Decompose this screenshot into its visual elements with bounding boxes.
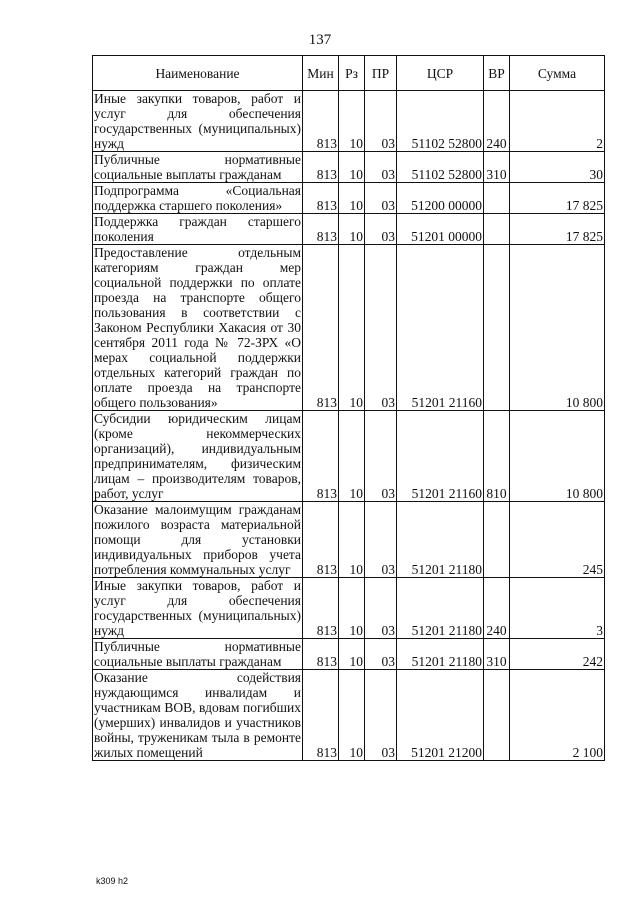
page-number: 137 xyxy=(308,32,332,48)
row-vr xyxy=(484,245,510,411)
row-min: 813 xyxy=(303,411,339,502)
row-pr: 03 xyxy=(365,214,397,245)
row-name: Иные закупки товаров, работ и услуг для обеспечения государственных (муниципальных) нужд xyxy=(94,578,301,638)
row-rz: 10 xyxy=(339,502,365,578)
table-row xyxy=(93,214,605,245)
table-header-row xyxy=(93,56,605,91)
row-vr xyxy=(484,183,510,214)
row-sum: 10 800 xyxy=(510,411,605,502)
row-name: Поддержка граждан старшего поколения xyxy=(94,214,301,244)
row-csr: 51201 21200 xyxy=(397,670,484,761)
row-min: 813 xyxy=(303,245,339,411)
header-csr: ЦСР xyxy=(397,56,484,91)
budget-table xyxy=(92,55,605,761)
header-name: Наименование xyxy=(93,56,303,91)
row-pr: 03 xyxy=(365,152,397,183)
row-vr xyxy=(484,502,510,578)
row-pr: 03 xyxy=(365,411,397,502)
row-name: Субсидии юридическим лицам (кроме некоммерческих организаций), индивидуальным предпринимателям, физическим лицам – производителям товаров, работ, услуг xyxy=(94,411,301,501)
row-pr: 03 xyxy=(365,639,397,670)
row-sum: 2 xyxy=(510,91,605,152)
row-rz: 10 xyxy=(339,152,365,183)
row-rz: 10 xyxy=(339,411,365,502)
row-min: 813 xyxy=(303,91,339,152)
row-sum: 242 xyxy=(510,639,605,670)
row-pr: 03 xyxy=(365,245,397,411)
row-vr: 310 xyxy=(484,152,510,183)
row-rz: 10 xyxy=(339,214,365,245)
row-csr: 51201 00000 xyxy=(397,214,484,245)
row-rz: 10 xyxy=(339,670,365,761)
row-name: Предоставление отдельным категориям граждан мер социальной поддержки по оплате проезда на транспорте общего пользования в соответствии с Законом Республики Хакасия от 30 сентября 2011 года № 72-ЗРХ «О мерах социальной поддержки отдельных категорий граждан по оплате проезда на транспорте общего пользования» xyxy=(94,245,301,410)
row-vr: 240 xyxy=(484,91,510,152)
row-pr: 03 xyxy=(365,670,397,761)
row-min: 813 xyxy=(303,152,339,183)
row-name: Подпрограмма «Социальная поддержка старшего поколения» xyxy=(94,183,301,213)
table-row xyxy=(93,245,605,411)
row-csr: 51201 21160 xyxy=(397,245,484,411)
table-row xyxy=(93,91,605,152)
row-sum: 30 xyxy=(510,152,605,183)
row-rz: 10 xyxy=(339,639,365,670)
row-rz: 10 xyxy=(339,183,365,214)
row-min: 813 xyxy=(303,183,339,214)
table-row xyxy=(93,411,605,502)
row-vr: 810 xyxy=(484,411,510,502)
row-vr xyxy=(484,670,510,761)
row-sum: 17 825 xyxy=(510,183,605,214)
header-pr: ПР xyxy=(365,56,397,91)
table-row xyxy=(93,152,605,183)
row-vr xyxy=(484,214,510,245)
row-pr: 03 xyxy=(365,91,397,152)
row-rz: 10 xyxy=(339,245,365,411)
row-name: Публичные нормативные социальные выплаты гражданам xyxy=(94,639,301,669)
row-name: Оказание содействия нуждающимся инвалидам и участникам ВОВ, вдовам погибших (умерших) инвалидов и участников войны, труженикам тыла в ремонте жилых помещений xyxy=(94,670,301,760)
row-sum: 10 800 xyxy=(510,245,605,411)
row-vr: 240 xyxy=(484,578,510,639)
row-name: Оказание малоимущим гражданам пожилого возраста материальной помощи для установки индивидуальных приборов учета потребления коммунальных услуг xyxy=(94,502,301,577)
row-min: 813 xyxy=(303,670,339,761)
table-row xyxy=(93,502,605,578)
header-vr: ВР xyxy=(484,56,510,91)
row-pr: 03 xyxy=(365,183,397,214)
row-vr: 310 xyxy=(484,639,510,670)
header-rz: Рз xyxy=(339,56,365,91)
row-name: Иные закупки товаров, работ и услуг для обеспечения государственных (муниципальных) нужд xyxy=(94,91,301,151)
row-csr: 51201 21180 xyxy=(397,502,484,578)
row-name: Публичные нормативные социальные выплаты гражданам xyxy=(94,152,301,182)
row-pr: 03 xyxy=(365,502,397,578)
row-min: 813 xyxy=(303,214,339,245)
table-row xyxy=(93,670,605,761)
header-min: Мин xyxy=(303,56,339,91)
row-rz: 10 xyxy=(339,578,365,639)
row-min: 813 xyxy=(303,639,339,670)
footer-code: k309 h2 xyxy=(96,876,129,886)
row-rz: 10 xyxy=(339,91,365,152)
table-row xyxy=(93,639,605,670)
row-sum: 17 825 xyxy=(510,214,605,245)
row-sum: 2 100 xyxy=(510,670,605,761)
row-min: 813 xyxy=(303,502,339,578)
row-sum: 245 xyxy=(510,502,605,578)
row-csr: 51102 52800 xyxy=(397,152,484,183)
row-sum: 3 xyxy=(510,578,605,639)
row-csr: 51102 52800 xyxy=(397,91,484,152)
table-row xyxy=(93,578,605,639)
row-min: 813 xyxy=(303,578,339,639)
row-csr: 51201 21180 xyxy=(397,639,484,670)
row-csr: 51201 21160 xyxy=(397,411,484,502)
row-csr: 51201 21180 xyxy=(397,578,484,639)
table-row xyxy=(93,183,605,214)
row-csr: 51200 00000 xyxy=(397,183,484,214)
header-sum: Сумма xyxy=(510,56,605,91)
row-pr: 03 xyxy=(365,578,397,639)
